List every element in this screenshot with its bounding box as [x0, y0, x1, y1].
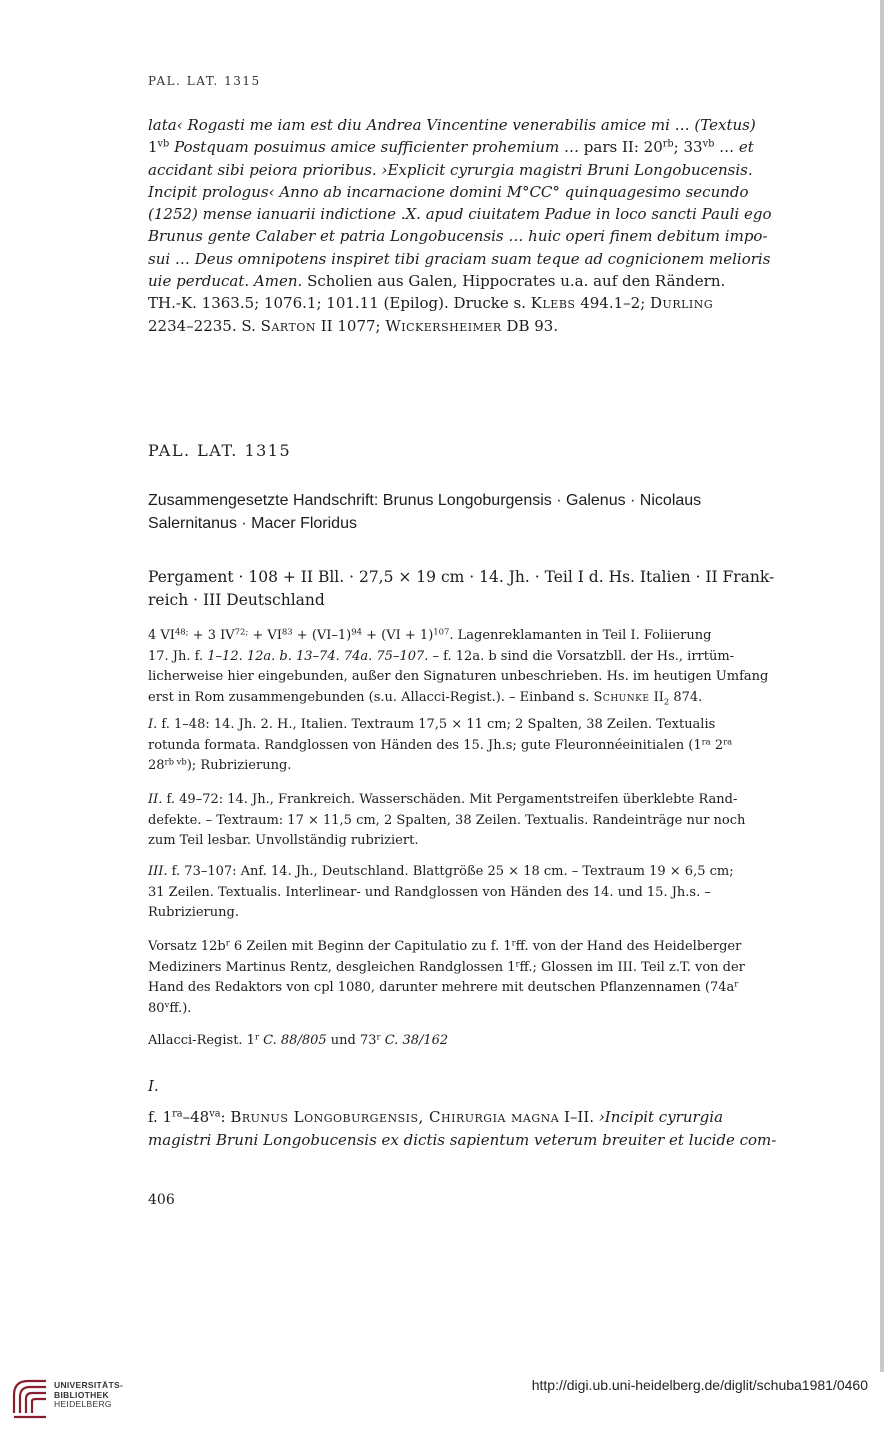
part-three-description: III. f. 73–107: Anf. 14. Jh., Deutschland. Blattgröße 25 × 18 cm. – Textraum 19 × 6,5 cm; 31 Zeilen. Textualis. Interlinear- und Randglossen von Händen des 14. und 15. Jh.s. – Rubrizierung. [148, 864, 734, 920]
part-two-description: II. f. 49–72: 14. Jh., Frankreich. Wasserschäden. Mit Pergamentstreifen überklebte Rand- defekte. – Textraum: 17 × 11,5 cm, 2 Spalten, 38 Zeilen. Textualis. Randeinträge nur noch zum Teil lesbar. Unvollständig rubriziert. [148, 792, 746, 848]
page-edge [880, 0, 884, 1372]
section-heading: PAL. LAT. 1315 [148, 441, 292, 460]
part-heading: I. [148, 1077, 159, 1095]
entry-continuation-paragraph: lata‹ Rogasti me iam est diu Andrea Vincentine venerabilis amice mi … (Textus) $1^{vb}$ Postquam posuimus amice sufficienter prohemium … pars II: $20^{rb}$; $33^{vb}$ … et accidant sibi peiora prioribus. ›Explicit cyrurgia magistri Bruni Longobucensis. Incipit prologus‹ Anno ab incarnacione domini M°CC° quinquagesimo secundo (1252) mense ianuarii indictione .X. apud ciuitatem Padue in loco sancti Pauli ego Brunus gente Calaber et patria Longobucensis … huic operi finem debitum impo- sui … Deus omnipotens inspiret tibi graciam suam teque ad cognicionem melioris uie perducat. Amen. Scholien aus Galen, Hippocrates u.a. auf den Rändern. TH.-K. 1363.5; 1076.1; 101.11 (Epilog). Drucke s. Klebs 494.1–2; Durling 2234–2235. S. Sarton II 1077; Wickersheimer DB 93. [148, 116, 772, 335]
allacci-register: Allacci-Regist. 1$^r$ C. 88/805 und 73$^r$ C. 38/162 [148, 1031, 449, 1048]
part-one-description: I. f. 1–48: 14. Jh. 2. H., Italien. Textraum 17,5 × 11 cm; 2 Spalten, 38 Zeilen. Textualis rotunda formata. Randglossen von Händen des 15. Jh.s; gute Fleuronnéeinitialen ($1^{ra}$ $2^{ra}$ $28^{rb vb}$); Rubrizierung. [148, 717, 733, 773]
library-name: UNIVERSITÄTS- BIBLIOTHEK HEIDELBERG [54, 1380, 124, 1409]
flyleaf-description: Vorsatz $12b^r$ 6 Zeilen mit Beginn der Capitulatio zu f. 1$^r$ff. von der Hand des Heidelberger Mediziners Martinus Rentz, desgleichen Randglossen 1$^r$ff.; Glossen im III. Teil z.T. von der Hand des Redaktors von cpl 1080, darunter mehrere mit deutschen Pflanzennamen ($74a^r$ 80$^v$ff.). [148, 937, 745, 1016]
page-number: 406 [148, 1192, 175, 1208]
quire-description: 4 $VI^{48;} + 3$ $IV^{72;} + VI^{83} + (VI-1)^{94} + (VI + 1)^{107}$. Lagenreklamanten in Teil I. Foliierung 17. Jh. f. 1–12. 12a. b. 13–74. 74a. 75–107. – f. 12a. b sind die Vorsatzbll. der Hs., irrtüm- licherweise hier eingebunden, außer den Signaturen unbeschrieben. Hs. im heutigen Umfang erst in Rom zusammengebunden (s.u. Allacci-Regist.). – Einband s. Schunke $II_2$ 874. [148, 626, 769, 707]
source-url-link[interactable]: http://digi.ub.uni-heidelberg.de/diglit/schuba1981/0460 [531, 1377, 868, 1393]
text-entry: f. $1^{ra}-48^{va}$: Brunus Longoburgensis, Chirurgia magna I–II. ›Incipit cyrurgia magistri Bruni Longobucensis ex dictis sapientum veterum breuiter et lucide com- [148, 1108, 777, 1149]
library-logo-icon [10, 1373, 50, 1419]
running-head: PAL. LAT. 1315 [148, 74, 261, 88]
line: lata‹ Rogasti me iam est diu Andrea Vincentine venerabilis amice mi … (Textus) [148, 116, 756, 134]
manuscript-title: Zusammengesetzte Handschrift: Brunus Longoburgensis · Galenus · Nicolaus Salernitanus · Macer Floridus [148, 492, 702, 532]
collation-summary: Pergament · 108 + II Bll. · 27,5 × 19 cm · 14. Jh. · Teil I d. Hs. Italien · II Frank- reich · III Deutschland [148, 568, 775, 609]
